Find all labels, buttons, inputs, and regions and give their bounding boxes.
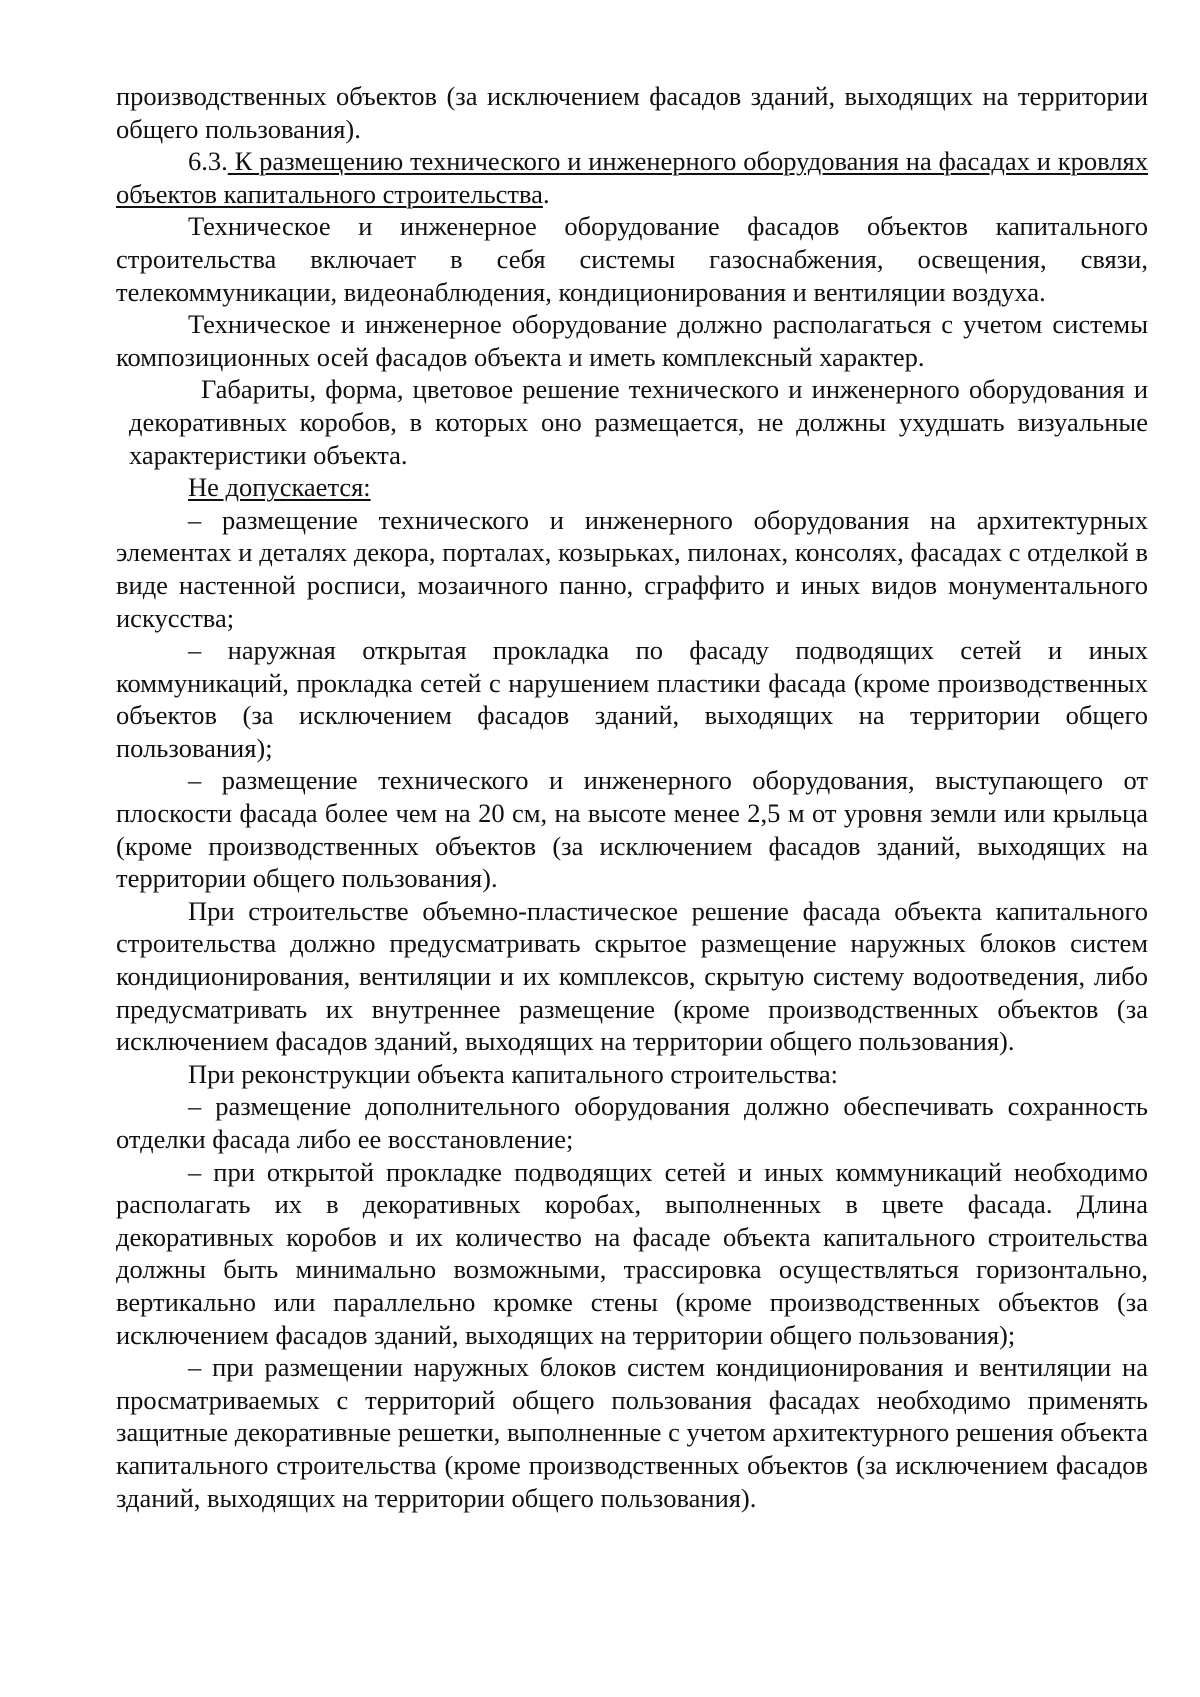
section-title-period: . [542, 178, 550, 209]
paragraph-reconstruction: При реконструкции объекта капитального строительства: [188, 1058, 838, 1089]
prohibited-heading [116, 471, 1148, 504]
paragraph-equipment-composition: Техническое и инженерное оборудование фасадов объектов капитального строительства включает в себя системы газоснабжения, освещения, связи, телекоммуникации, видеонаблюдения, кондиционирования и вентиляции воздуха. [116, 211, 1148, 307]
section-number: 6.3. [188, 146, 228, 177]
list-item-decorative-boxes: – при открытой прокладке подводящих сетей и иных коммуникаций необходимо располагать их в декоративных коробах, выполненных в цвете фасада. Длина декоративных коробов и их количество на фасаде объекта капитального строительства должны быть минимально возможными, трассировка осуществляться горизонтально, вертикально или параллельно кромке стены (кроме производственных объектов (за исключением фасадов зданий, выходящих на территории общего пользования); [116, 1156, 1148, 1350]
prohibited-heading-text: Не допускается: [188, 472, 371, 503]
list-item-protrusion: – размещение технического и инженерного оборудования, выступающего от плоскости фасада более чем на 20 см, на высоте менее 2,5 м от уровня земли или крыльца (кроме производственных объектов (за исключением фасадов зданий, выходящих на территории общего пользования). [116, 765, 1148, 894]
list-item-open-wiring: – наружная открытая прокладка по фасаду подводящих сетей и иных коммуникаций, прокладка сетей с нарушением пластики фасада (кроме производственных объектов (за исключением фасадов зданий, выходящих на территории общего пользования); [116, 635, 1148, 763]
paragraph-dimensions: Габариты, форма, цветовое решение технического и инженерного оборудования и декоративных коробов, в которых оно размещается, не должны ухудшать визуальные характеристики объекта. [129, 374, 1148, 470]
list-item-additional-equipment: – размещение дополнительного оборудования должно обеспечивать сохранность отделки фасада либо ее восстановление; [116, 1091, 1148, 1154]
section-heading-6-3 [116, 145, 1148, 210]
document-body [116, 80, 1148, 1514]
paragraph-continuation: производственных объектов (за исключением фасадов зданий, выходящих на территории общего пользования). [116, 81, 1148, 144]
paragraph-equipment-placement: Техническое и инженерное оборудование должно располагаться с учетом системы композиционных осей фасадов объекта и иметь комплексный характер. [116, 309, 1148, 372]
paragraph-construction: При строительстве объемно-пластическое решение фасада объекта капитального строительства должно предусматривать скрытое размещение наружных блоков систем кондиционирования, вентиляции и их комплексов, скрытую систему водоотведения, либо предусматривать их внутреннее размещение (кроме производственных объектов (за исключением фасадов зданий, выходящих на территории общего пользования). [116, 895, 1148, 1057]
list-item-protective-grilles: – при размещении наружных блоков систем кондиционирования и вентиляции на просматриваемых с территорий общего пользования фасадах необходимо применять защитные декоративные решетки, выполненные с учетом архитектурного решения объекта капитального строительства (кроме производственных объектов (за исключением фасадов зданий, выходящих на территории общего пользования). [116, 1352, 1148, 1513]
list-item-decor-placement: – размещение технического и инженерного оборудования на архитектурных элементах и деталях декора, порталах, козырьках, пилонах, консолях, фасадах с отделкой в виде настенной росписи, мозаичного панно, сграффито и иных видов монументального искусства; [116, 504, 1148, 633]
section-title: К размещению технического и инженерного оборудования на фасадах и кровлях объектов капитального строительства [116, 146, 1148, 209]
